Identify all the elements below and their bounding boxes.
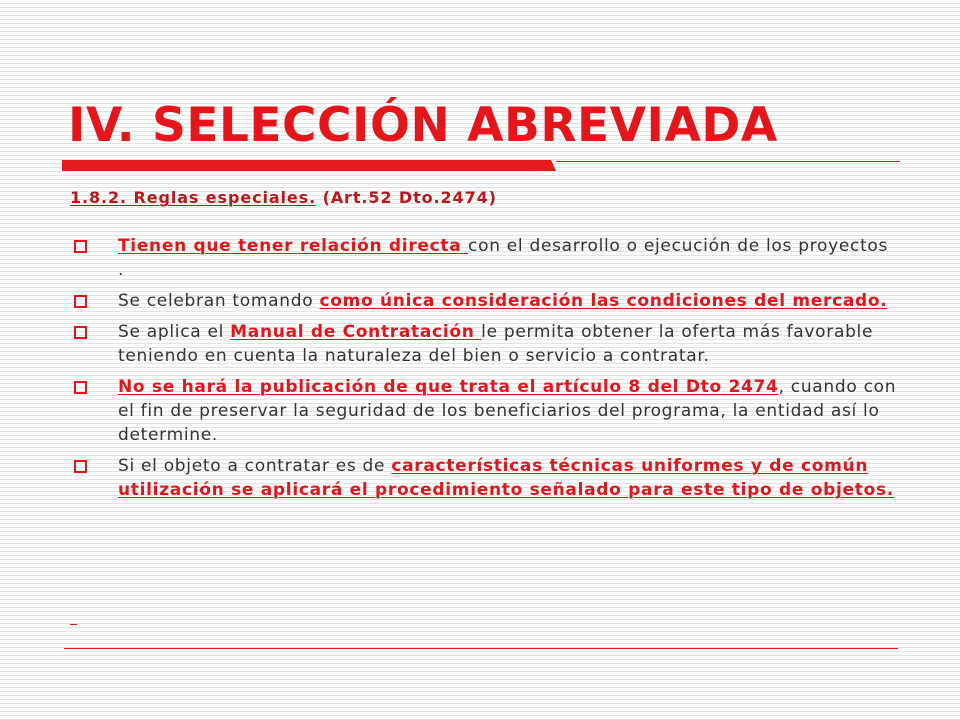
square-bullet-icon <box>74 381 87 394</box>
list-item <box>70 320 900 368</box>
bullet-text: Se celebran tomando <box>118 291 320 311</box>
section-subtitle <box>70 186 497 210</box>
bottom-divider-line <box>64 648 898 649</box>
slide-title: IV. SELECCIÓN ABREVIADA <box>68 98 778 153</box>
square-bullet-icon <box>74 326 87 339</box>
subtitle-link[interactable]: 1.8.2. Reglas especiales. <box>70 188 317 207</box>
square-bullet-icon <box>74 460 87 473</box>
bullet-text: con el desarrollo o ejecución de los proyectos . <box>118 236 889 280</box>
list-item <box>70 375 900 447</box>
bullet-link[interactable]: características técnicas uniformes y de común utilización se aplicará el procedimiento señalado para este tipo de objetos. <box>118 456 894 500</box>
bullet-text: Si el objeto a contratar es de <box>118 456 392 476</box>
list-item <box>70 289 900 313</box>
bullet-link[interactable]: Manual de Contratación <box>230 322 482 342</box>
empty-link-underline[interactable] <box>70 608 77 625</box>
bullet-text: Se aplica el <box>118 322 231 342</box>
bullet-text: , cuando con el fin de preservar la seguridad de los beneficiarios del programa, la entidad así lo determine. <box>118 377 897 445</box>
top-divider-line <box>556 161 900 162</box>
bullet-link[interactable]: como única consideración las condiciones del mercado. <box>319 291 888 311</box>
title-underline-bar <box>62 160 556 171</box>
rules-list <box>70 234 900 509</box>
subtitle-reference: (Art.52 Dto.2474) <box>316 188 497 207</box>
bullet-link[interactable]: No se hará la publicación de que trata el artículo 8 del Dto 2474 <box>118 377 779 397</box>
square-bullet-icon <box>74 295 87 308</box>
list-item <box>70 454 900 502</box>
bullet-text: le permita obtener la oferta más favorable teniendo en cuenta la naturaleza del bien o servicio a contratar. <box>118 322 874 366</box>
bullet-link[interactable]: Tienen que tener relación directa <box>118 236 469 256</box>
square-bullet-icon <box>74 240 87 253</box>
list-item <box>70 234 900 282</box>
